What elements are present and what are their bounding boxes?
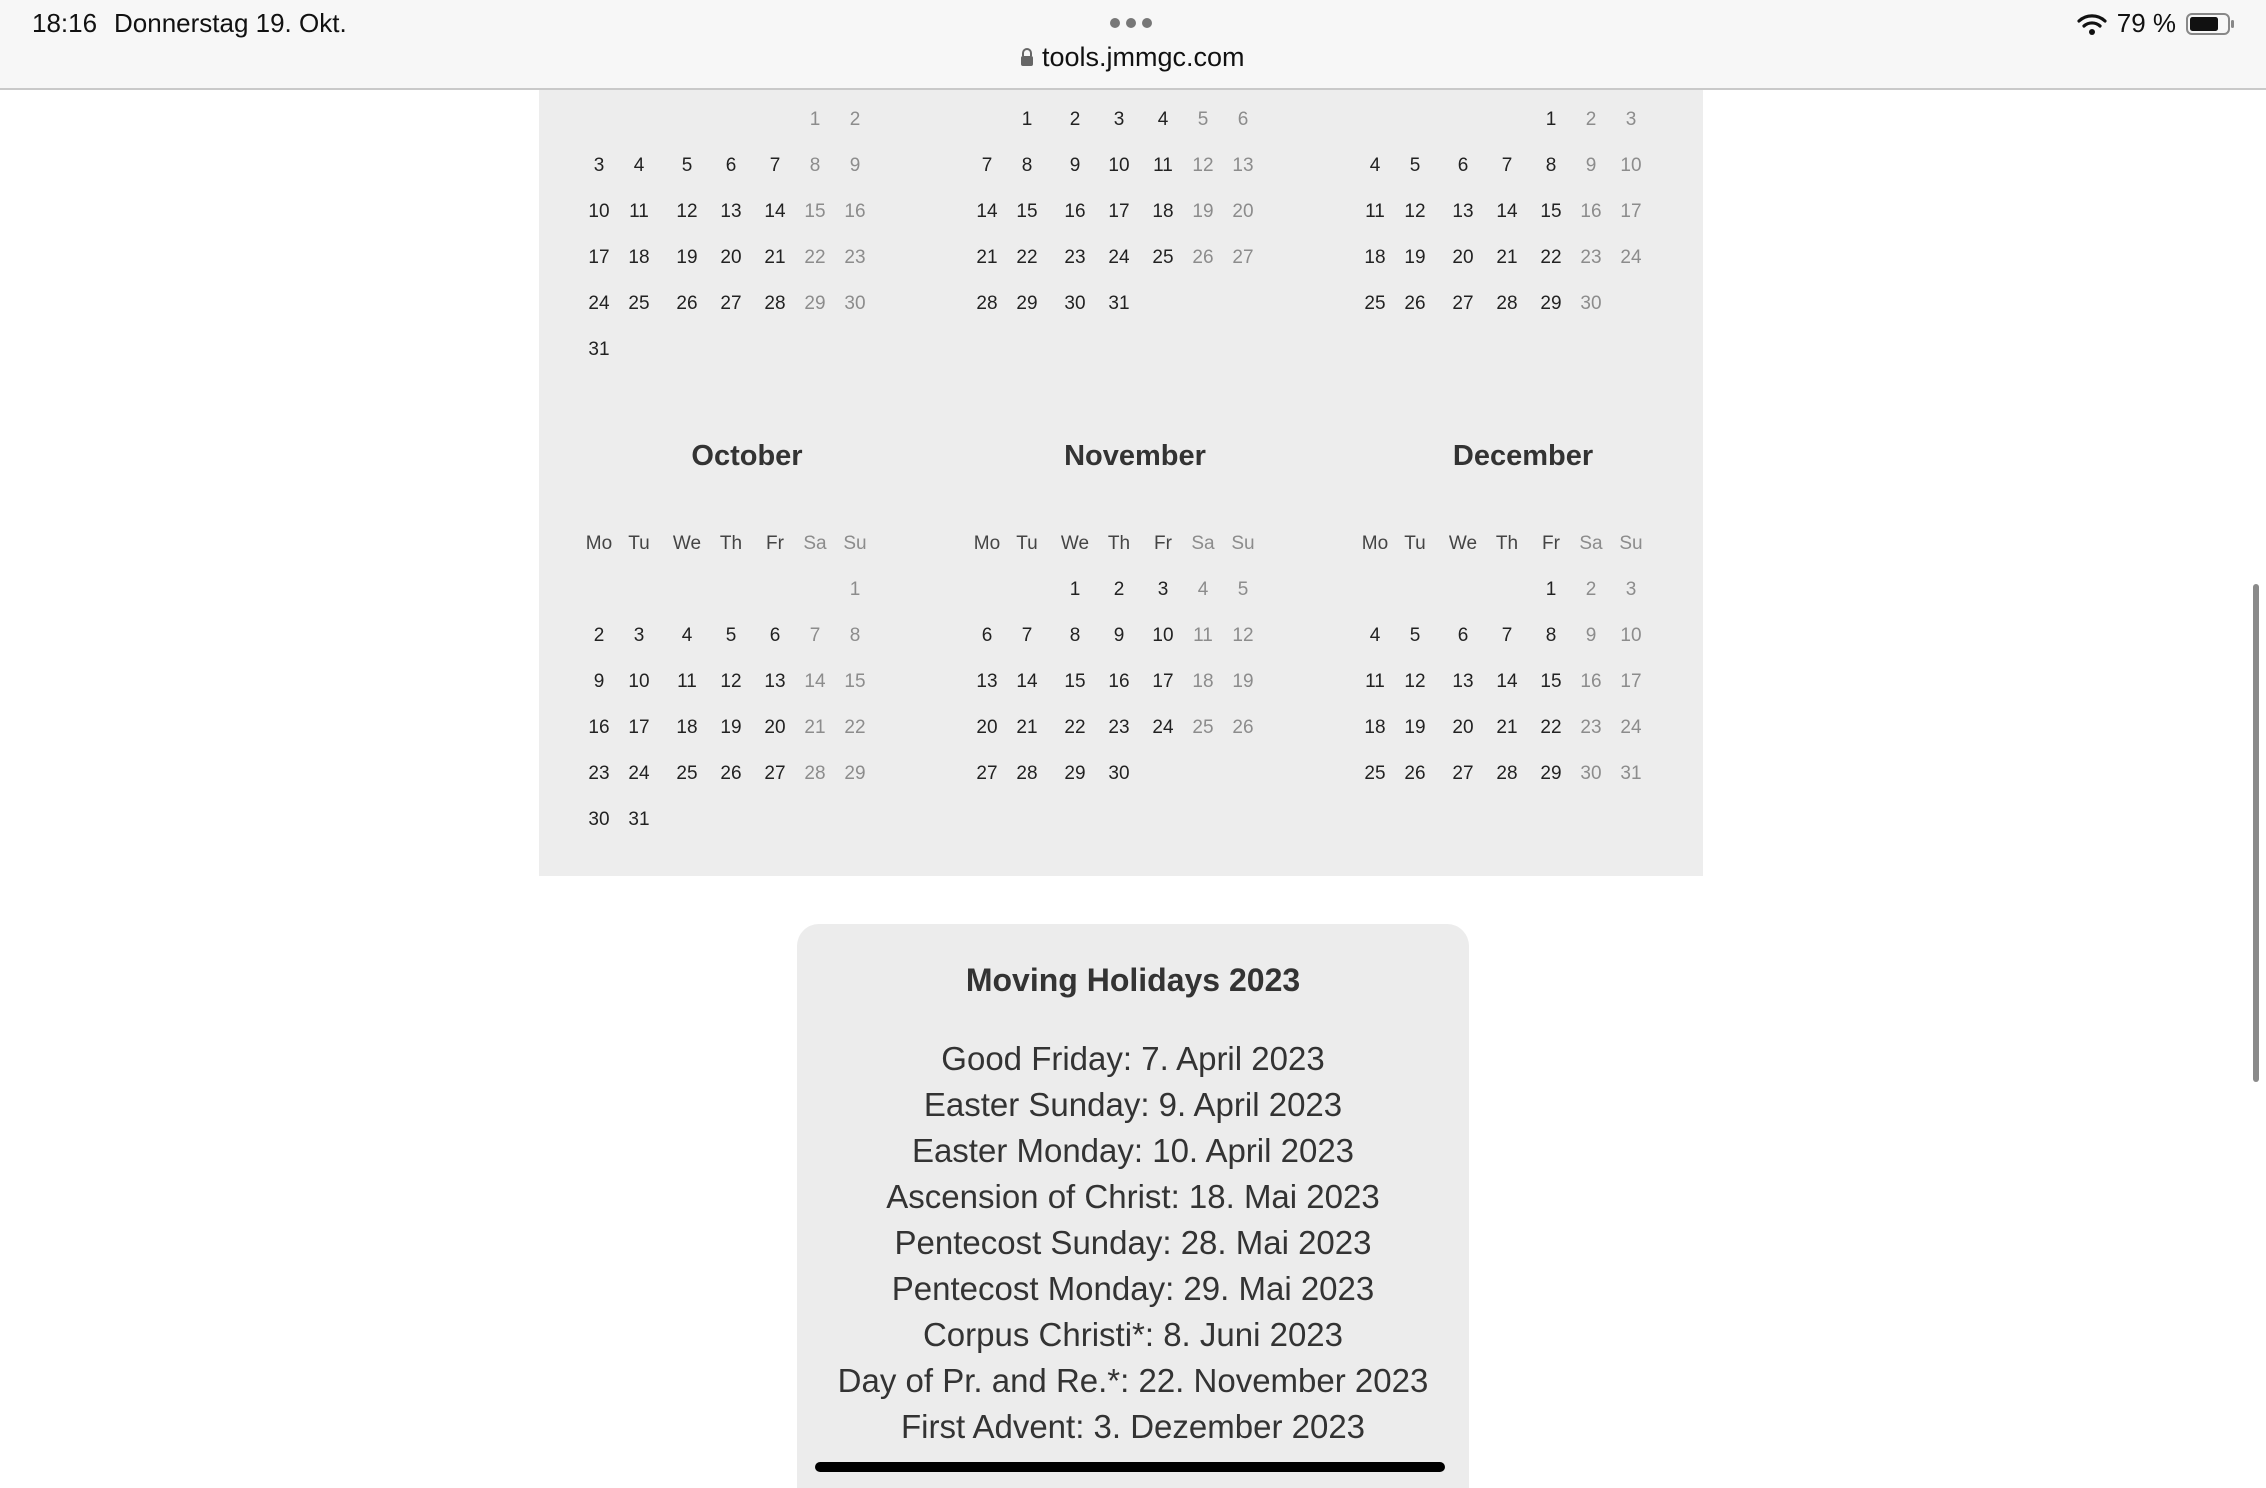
calendar-day: 22 — [1540, 717, 1562, 738]
weekday-header: Fr — [766, 533, 784, 554]
lock-icon — [1020, 48, 1034, 66]
calendar-day: 15 — [1016, 201, 1038, 222]
calendar-day: 7 — [1501, 625, 1513, 646]
calendar-day: 13 — [720, 201, 742, 222]
calendar-day: 17 — [1108, 201, 1130, 222]
calendar-day: 5 — [1237, 579, 1249, 600]
calendar-day: 8 — [1021, 155, 1033, 176]
calendar-day: 14 — [1496, 201, 1518, 222]
calendar-day: 18 — [1364, 717, 1386, 738]
calendar-day: 16 — [1064, 201, 1086, 222]
calendar-day: 22 — [804, 247, 826, 268]
calendar-day: 10 — [1620, 155, 1642, 176]
month-title: November — [1064, 440, 1206, 472]
weekday-header: Fr — [1154, 533, 1172, 554]
calendar-day: 8 — [809, 155, 821, 176]
calendar-day: 9 — [593, 671, 605, 692]
calendar-day: 25 — [628, 293, 650, 314]
weekday-header: Mo — [585, 533, 613, 554]
weekday-header: We — [1060, 533, 1090, 554]
calendar-day: 19 — [720, 717, 742, 738]
calendar-day: 19 — [1404, 247, 1426, 268]
calendar-day: 13 — [976, 671, 998, 692]
calendar-day: 24 — [1620, 717, 1642, 738]
calendar-day: 17 — [1152, 671, 1174, 692]
calendar-day: 15 — [844, 671, 866, 692]
calendar-day: 23 — [1108, 717, 1130, 738]
calendar-day: 2 — [1585, 109, 1597, 130]
calendar-day: 13 — [1232, 155, 1254, 176]
calendar-day: 13 — [1452, 201, 1474, 222]
calendar-day: 10 — [588, 201, 610, 222]
url-text: tools.jmmgc.com — [1042, 42, 1245, 72]
calendar-day: 1 — [1545, 579, 1557, 600]
calendar-panel — [539, 90, 1703, 876]
weekday-header: We — [1448, 533, 1478, 554]
address-bar[interactable] — [1020, 42, 1245, 73]
calendar-day: 15 — [1064, 671, 1086, 692]
calendar-day: 19 — [676, 247, 698, 268]
calendar-day: 30 — [844, 293, 866, 314]
calendar-day: 19 — [1192, 201, 1214, 222]
calendar-day: 9 — [1069, 155, 1081, 176]
multitasking-dots-icon[interactable] — [1110, 18, 1152, 28]
home-indicator[interactable] — [815, 1462, 1445, 1472]
calendar-day: 7 — [769, 155, 781, 176]
calendar-day: 28 — [976, 293, 998, 314]
calendar-day: 10 — [628, 671, 650, 692]
weekday-header: Sa — [1579, 533, 1603, 554]
weekday-header: Su — [1231, 533, 1255, 554]
holiday-item: Easter Sunday: 9. April 2023 — [923, 1086, 1343, 1123]
calendar-day: 7 — [1501, 155, 1513, 176]
calendar-day: 11 — [1153, 155, 1173, 176]
calendar-day: 14 — [1496, 671, 1518, 692]
calendar-day: 6 — [981, 625, 993, 646]
calendar-day: 11 — [1193, 625, 1213, 646]
calendar-day: 27 — [1452, 293, 1474, 314]
calendar-day: 7 — [809, 625, 821, 646]
calendar-day: 16 — [588, 717, 610, 738]
calendar-day: 20 — [1232, 201, 1254, 222]
calendar-day: 20 — [1452, 247, 1474, 268]
calendar-day: 10 — [1152, 625, 1174, 646]
calendar-day: 6 — [1457, 625, 1469, 646]
calendar-day: 21 — [976, 247, 998, 268]
calendar-day: 13 — [1452, 671, 1474, 692]
calendar-day: 1 — [1545, 109, 1557, 130]
moving-holidays-box — [797, 924, 1469, 1488]
calendar-day: 12 — [1404, 671, 1426, 692]
weekday-header: Th — [719, 533, 743, 554]
calendar-day: 9 — [849, 155, 861, 176]
calendar-day: 22 — [1064, 717, 1086, 738]
calendar-day: 18 — [1152, 201, 1174, 222]
calendar-day: 5 — [1409, 625, 1421, 646]
calendar-day: 2 — [1113, 579, 1125, 600]
calendar-day: 23 — [844, 247, 866, 268]
calendar-day: 3 — [1625, 109, 1637, 130]
calendar-day: 12 — [1232, 625, 1254, 646]
calendar-day: 4 — [1197, 579, 1209, 600]
calendar-day: 7 — [1021, 625, 1033, 646]
calendar-day: 25 — [1152, 247, 1174, 268]
calendar-day: 5 — [1409, 155, 1421, 176]
calendar-day: 31 — [628, 809, 650, 830]
calendar-day: 23 — [588, 763, 610, 784]
holiday-item: Day of Pr. and Re.*: 22. November 2023 — [837, 1362, 1429, 1399]
calendar-day: 29 — [1540, 293, 1562, 314]
calendar-day: 20 — [764, 717, 786, 738]
calendar-day: 4 — [633, 155, 645, 176]
calendar-day: 30 — [1108, 763, 1130, 784]
calendar-day: 3 — [1113, 109, 1125, 130]
calendar-day: 21 — [764, 247, 786, 268]
calendar-day: 17 — [628, 717, 650, 738]
calendar-day: 16 — [1580, 201, 1602, 222]
holiday-item: Pentecost Monday: 29. Mai 2023 — [891, 1270, 1375, 1307]
calendar-day: 8 — [849, 625, 861, 646]
calendar-day: 24 — [1620, 247, 1642, 268]
calendar-day: 23 — [1580, 717, 1602, 738]
calendar-day: 1 — [809, 109, 821, 130]
calendar-day: 18 — [676, 717, 698, 738]
calendar-day: 6 — [1457, 155, 1469, 176]
calendar-day: 29 — [1016, 293, 1038, 314]
calendar-day: 10 — [1620, 625, 1642, 646]
calendar-day: 4 — [1157, 109, 1169, 130]
calendar-day: 1 — [1069, 579, 1081, 600]
calendar-day: 2 — [1585, 579, 1597, 600]
weekday-header: Mo — [1361, 533, 1389, 554]
calendar-day: 25 — [1364, 763, 1386, 784]
calendar-day: 16 — [844, 201, 866, 222]
calendar-day: 3 — [593, 155, 605, 176]
calendar-day: 27 — [976, 763, 998, 784]
calendar-day: 26 — [1404, 763, 1426, 784]
calendar-day: 14 — [764, 201, 786, 222]
calendar-day: 23 — [1064, 247, 1086, 268]
calendar-day: 17 — [588, 247, 610, 268]
weekday-header: Su — [843, 533, 867, 554]
calendar-day: 28 — [1016, 763, 1038, 784]
calendar-day: 1 — [849, 579, 861, 600]
calendar-day: 23 — [1580, 247, 1602, 268]
calendar-day: 1 — [1021, 109, 1033, 130]
calendar-day: 30 — [1580, 763, 1602, 784]
calendar-day: 24 — [1152, 717, 1174, 738]
calendar-day: 30 — [588, 809, 610, 830]
calendar-day: 11 — [629, 201, 649, 222]
holidays-title: Moving Holidays 2023 — [965, 962, 1301, 998]
calendar-day: 26 — [1192, 247, 1214, 268]
calendar-day: 27 — [764, 763, 786, 784]
calendar-day: 5 — [681, 155, 693, 176]
calendar-day: 29 — [1540, 763, 1562, 784]
calendar-day: 17 — [1620, 201, 1642, 222]
calendar-day: 22 — [844, 717, 866, 738]
calendar-day: 14 — [1016, 671, 1038, 692]
holiday-item: Good Friday: 7. April 2023 — [941, 1040, 1325, 1077]
calendar-day: 11 — [1365, 201, 1385, 222]
calendar-day: 27 — [1232, 247, 1254, 268]
calendar-day: 26 — [720, 763, 742, 784]
calendar-day: 5 — [1197, 109, 1209, 130]
calendar-day: 27 — [1452, 763, 1474, 784]
calendar-day: 28 — [1496, 763, 1518, 784]
holiday-item: Corpus Christi*: 8. Juni 2023 — [922, 1316, 1344, 1353]
calendar-day: 31 — [1620, 763, 1642, 784]
calendar-day: 14 — [804, 671, 826, 692]
calendar-day: 20 — [1452, 717, 1474, 738]
calendar-day: 6 — [725, 155, 737, 176]
calendar-day: 13 — [764, 671, 786, 692]
calendar-day: 4 — [1369, 155, 1381, 176]
calendar-day: 30 — [1064, 293, 1086, 314]
weekday-header: Tu — [1016, 533, 1038, 554]
calendar-day: 21 — [1496, 247, 1518, 268]
calendar-day: 31 — [1108, 293, 1130, 314]
calendar-day: 14 — [976, 201, 998, 222]
calendar-day: 29 — [804, 293, 826, 314]
calendar-day: 15 — [1540, 201, 1562, 222]
calendar-day: 26 — [1404, 293, 1426, 314]
calendar-day: 4 — [681, 625, 693, 646]
calendar-day: 8 — [1069, 625, 1081, 646]
weekday-header: Tu — [1404, 533, 1426, 554]
calendar-day: 24 — [628, 763, 650, 784]
browser-top-bar — [0, 0, 2266, 90]
calendar-day: 28 — [764, 293, 786, 314]
calendar-day: 21 — [804, 717, 826, 738]
calendar-day: 24 — [1108, 247, 1130, 268]
calendar-day: 8 — [1545, 155, 1557, 176]
calendar-day: 3 — [633, 625, 645, 646]
calendar-day: 22 — [1016, 247, 1038, 268]
calendar-day: 25 — [1364, 293, 1386, 314]
weekday-header: Sa — [803, 533, 827, 554]
battery-icon — [2186, 12, 2236, 36]
holiday-item: Pentecost Sunday: 28. Mai 2023 — [894, 1224, 1372, 1261]
weekday-header: Fr — [1542, 533, 1560, 554]
calendar-day: 28 — [804, 763, 826, 784]
holiday-item: First Advent: 3. Dezember 2023 — [900, 1408, 1366, 1445]
calendar-day: 18 — [628, 247, 650, 268]
calendar-day: 26 — [1232, 717, 1254, 738]
calendar-day: 15 — [804, 201, 826, 222]
calendar-day: 8 — [1545, 625, 1557, 646]
calendar-day: 20 — [976, 717, 998, 738]
calendar-day: 11 — [677, 671, 697, 692]
calendar-day: 20 — [720, 247, 742, 268]
calendar-day: 27 — [720, 293, 742, 314]
status-right — [2077, 8, 2236, 39]
calendar-day: 18 — [1364, 247, 1386, 268]
holiday-item: Easter Monday: 10. April 2023 — [911, 1132, 1355, 1169]
calendar-day: 29 — [844, 763, 866, 784]
calendar-day: 9 — [1113, 625, 1125, 646]
calendar-day: 2 — [593, 625, 605, 646]
calendar-day: 6 — [769, 625, 781, 646]
calendar-day: 9 — [1585, 625, 1597, 646]
month-title: December — [1452, 440, 1594, 472]
calendar-day: 25 — [676, 763, 698, 784]
weekday-header: We — [672, 533, 702, 554]
calendar-day: 11 — [1365, 671, 1385, 692]
weekday-header: Th — [1495, 533, 1519, 554]
wifi-icon — [2077, 12, 2107, 36]
calendar-day: 21 — [1016, 717, 1038, 738]
calendar-day: 2 — [1069, 109, 1081, 130]
scroll-indicator[interactable] — [2253, 584, 2259, 1082]
calendar-day: 24 — [588, 293, 610, 314]
weekday-header: Sa — [1191, 533, 1215, 554]
calendar-day: 5 — [725, 625, 737, 646]
calendar-day: 17 — [1620, 671, 1642, 692]
calendar-day: 3 — [1157, 579, 1169, 600]
calendar-day: 12 — [720, 671, 742, 692]
calendar-day: 18 — [1192, 671, 1214, 692]
status-time: 18:16 — [32, 8, 98, 38]
calendar-day: 29 — [1064, 763, 1086, 784]
calendar-day: 12 — [1192, 155, 1214, 176]
calendar-day: 4 — [1369, 625, 1381, 646]
calendar-day: 19 — [1232, 671, 1254, 692]
calendar-day: 25 — [1192, 717, 1214, 738]
calendar-day: 21 — [1496, 717, 1518, 738]
holiday-item: Ascension of Christ: 18. Mai 2023 — [886, 1178, 1380, 1215]
month-title: October — [691, 440, 803, 472]
calendar-day: 31 — [588, 339, 610, 360]
calendar-day: 10 — [1108, 155, 1130, 176]
status-date: Donnerstag 19. Okt. — [114, 8, 347, 38]
calendar-day: 26 — [676, 293, 698, 314]
battery-percent: 79 % — [2116, 8, 2176, 38]
weekday-header: Tu — [628, 533, 650, 554]
calendar-day: 6 — [1237, 109, 1249, 130]
calendar-day: 7 — [981, 155, 993, 176]
weekday-header: Th — [1107, 533, 1131, 554]
calendar-day: 30 — [1580, 293, 1602, 314]
weekday-header: Su — [1619, 533, 1643, 554]
calendar-day: 19 — [1404, 717, 1426, 738]
calendar-day: 16 — [1580, 671, 1602, 692]
calendar-day: 2 — [849, 109, 861, 130]
calendar-day: 22 — [1540, 247, 1562, 268]
calendar-day: 28 — [1496, 293, 1518, 314]
calendar-day: 16 — [1108, 671, 1130, 692]
calendar-day: 12 — [1404, 201, 1426, 222]
calendar-day: 3 — [1625, 579, 1637, 600]
holidays-list — [797, 1036, 1469, 1450]
calendar-day: 9 — [1585, 155, 1597, 176]
calendar-day: 15 — [1540, 671, 1562, 692]
calendar-day: 12 — [676, 201, 698, 222]
weekday-header: Mo — [973, 533, 1001, 554]
